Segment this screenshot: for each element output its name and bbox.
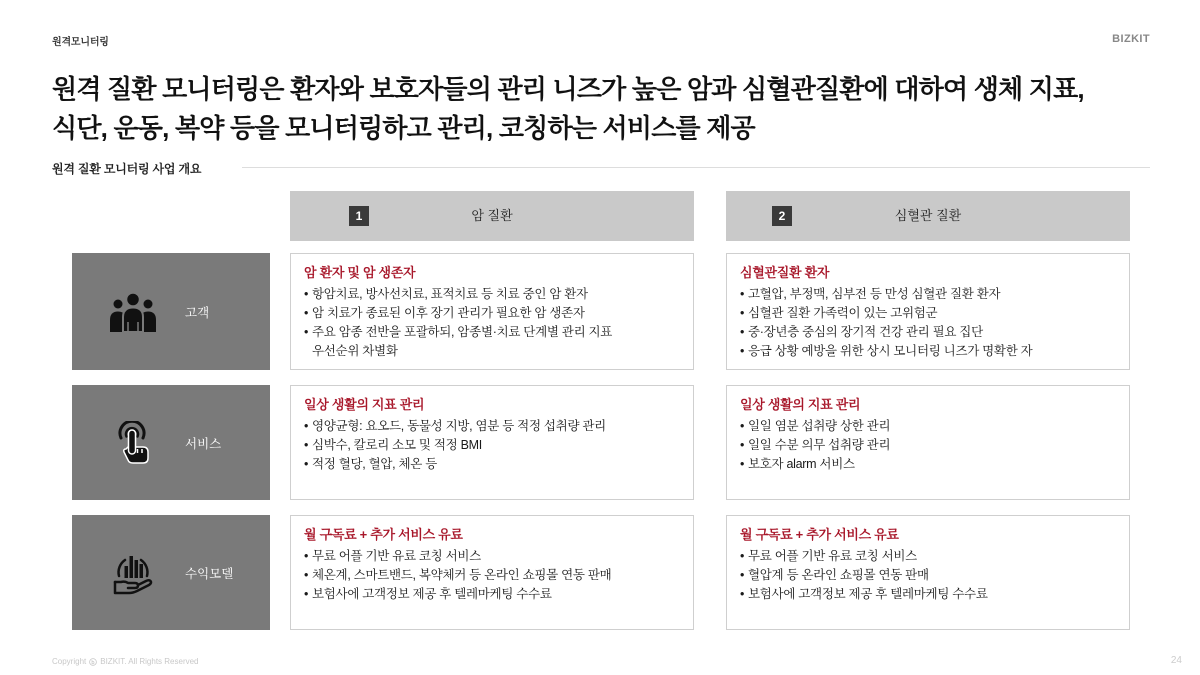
bullet-text: • 중·장년층 중심의 장기적 건강 관리 필요 집단	[748, 325, 983, 339]
bullet-text: • 심혈관 질환 가족력이 있는 고위험군	[748, 306, 938, 320]
bullet-item	[304, 417, 680, 436]
bullet-text: • 응급 상황 예방을 위한 상시 모니터링 니즈가 명확한 자	[748, 344, 1033, 358]
bullet-text: • 항암치료, 방사선치료, 표적치료 등 치료 중인 암 환자	[312, 287, 588, 301]
bullet-text: • 무료 어플 기반 유료 코칭 서비스	[748, 549, 917, 563]
subtitle-divider	[242, 167, 1150, 168]
bullet-text: • 암 치료가 종료된 이후 장기 관리가 필요한 암 생존자	[312, 306, 585, 320]
bullet-item	[740, 285, 1116, 304]
copyright-prefix: Copyright	[52, 657, 87, 666]
cell-title: 일상 생활의 지표 관리	[740, 397, 861, 412]
column-header-cardio	[726, 191, 1130, 241]
cell-customer-cardio	[726, 253, 1130, 370]
page-title-line-2: 식단, 운동, 복약 등을 모니터링하고 관리, 코칭하는 서비스를 제공	[52, 113, 755, 143]
cell-title: 월 구독료 + 추가 서비스 유료	[304, 527, 463, 542]
bullet-text: • 보험사에 고객정보 제공 후 텔레마케팅 수수료	[312, 587, 552, 601]
cell-revenue-cardio	[726, 515, 1130, 630]
bullet-text: • 주요 암종 전반을 포괄하되, 암종별·치료 단계별 관리 지표	[312, 325, 613, 339]
column-header-label: 암 질환	[471, 208, 513, 223]
section-subtitle: 원격 질환 모니터링 사업 개요	[52, 162, 202, 176]
page-number: 24	[1170, 655, 1182, 666]
bullet-item	[740, 304, 1116, 323]
bullet-text: • 심박수, 칼로리 소모 및 적정 BMI	[312, 438, 482, 452]
cell-title: 암 환자 및 암 생존자	[304, 265, 416, 280]
column-number-badge: 1	[349, 206, 369, 226]
bullet-list	[304, 285, 680, 361]
bullet-item	[740, 566, 1116, 585]
bullet-list	[740, 285, 1116, 361]
brand-name: BIZKIT	[1112, 33, 1150, 45]
row-label-customer	[72, 253, 270, 370]
bullet-item	[304, 566, 680, 585]
column-header-cancer	[290, 191, 694, 241]
bullet-item	[304, 436, 680, 455]
bullet-text: • 일일 염분 섭취량 상한 관리	[748, 419, 891, 433]
bizkit-logo-icon	[89, 658, 97, 666]
bullet-list	[304, 547, 680, 604]
bullet-text: • 영양균형: 요오드, 동물성 지방, 염분 등 적정 섭취량 관리	[312, 419, 606, 433]
bullet-text: • 무료 어플 기반 유료 코칭 서비스	[312, 549, 481, 563]
bullet-item	[304, 304, 680, 323]
bullet-text-continuation: 우선순위 차별화	[312, 344, 398, 358]
bullet-text: • 적정 혈당, 혈압, 체온 등	[312, 457, 438, 471]
bullet-text: • 체온계, 스마트밴드, 복약체커 등 온라인 쇼핑몰 연동 판매	[312, 568, 612, 582]
bullet-list	[740, 417, 1116, 474]
row-label-text: 고객	[185, 305, 210, 320]
copyright-notice	[52, 657, 199, 666]
bullet-text: • 보험사에 고객정보 제공 후 텔레마케팅 수수료	[748, 587, 988, 601]
bullet-list	[304, 417, 680, 474]
bullet-item	[740, 455, 1116, 474]
cell-title: 월 구독료 + 추가 서비스 유료	[740, 527, 899, 542]
bullet-item	[304, 547, 680, 566]
bullet-item	[304, 285, 680, 304]
cell-revenue-cancer	[290, 515, 694, 630]
bullet-item	[740, 585, 1116, 604]
revenue-chart-icon	[109, 550, 157, 596]
copyright-text: BIZKIT. All Rights Reserved	[100, 657, 199, 666]
bullet-text: • 일일 수분 의무 섭취량 관리	[748, 438, 891, 452]
row-label-text: 수익모델	[185, 566, 234, 581]
section-label: 원격모니터링	[52, 37, 109, 48]
bullet-item	[304, 455, 680, 474]
bullet-item	[740, 436, 1116, 455]
column-number-badge: 2	[772, 206, 792, 226]
bullet-item	[304, 323, 680, 361]
cell-customer-cancer	[290, 253, 694, 370]
page-title-line-1: 원격 질환 모니터링은 환자와 보호자들의 관리 니즈가 높은 암과 심혈관질환에 대하여 생체 지표,	[52, 74, 1084, 104]
cell-title: 일상 생활의 지표 관리	[304, 397, 425, 412]
page-title	[52, 70, 1152, 148]
column-header-label: 심혈관 질환	[894, 208, 962, 223]
bullet-item	[740, 417, 1116, 436]
row-label-text: 서비스	[185, 436, 222, 451]
bullet-text: • 보호자 alarm 서비스	[748, 457, 855, 471]
bullet-text: • 고혈압, 부정맥, 심부전 등 만성 심혈관 질환 환자	[748, 287, 1001, 301]
cell-service-cardio	[726, 385, 1130, 500]
bullet-item	[304, 585, 680, 604]
customers-icon	[109, 289, 157, 335]
row-label-revenue-model	[72, 515, 270, 630]
bullet-item	[740, 323, 1116, 342]
bullet-text: • 혈압계 등 온라인 쇼핑몰 연동 판매	[748, 568, 929, 582]
row-label-service	[72, 385, 270, 500]
cell-title: 심혈관질환 환자	[740, 265, 830, 280]
bullet-item	[740, 547, 1116, 566]
bullet-list	[740, 547, 1116, 604]
touch-icon	[109, 420, 157, 466]
cell-service-cancer	[290, 385, 694, 500]
bullet-item	[740, 342, 1116, 361]
